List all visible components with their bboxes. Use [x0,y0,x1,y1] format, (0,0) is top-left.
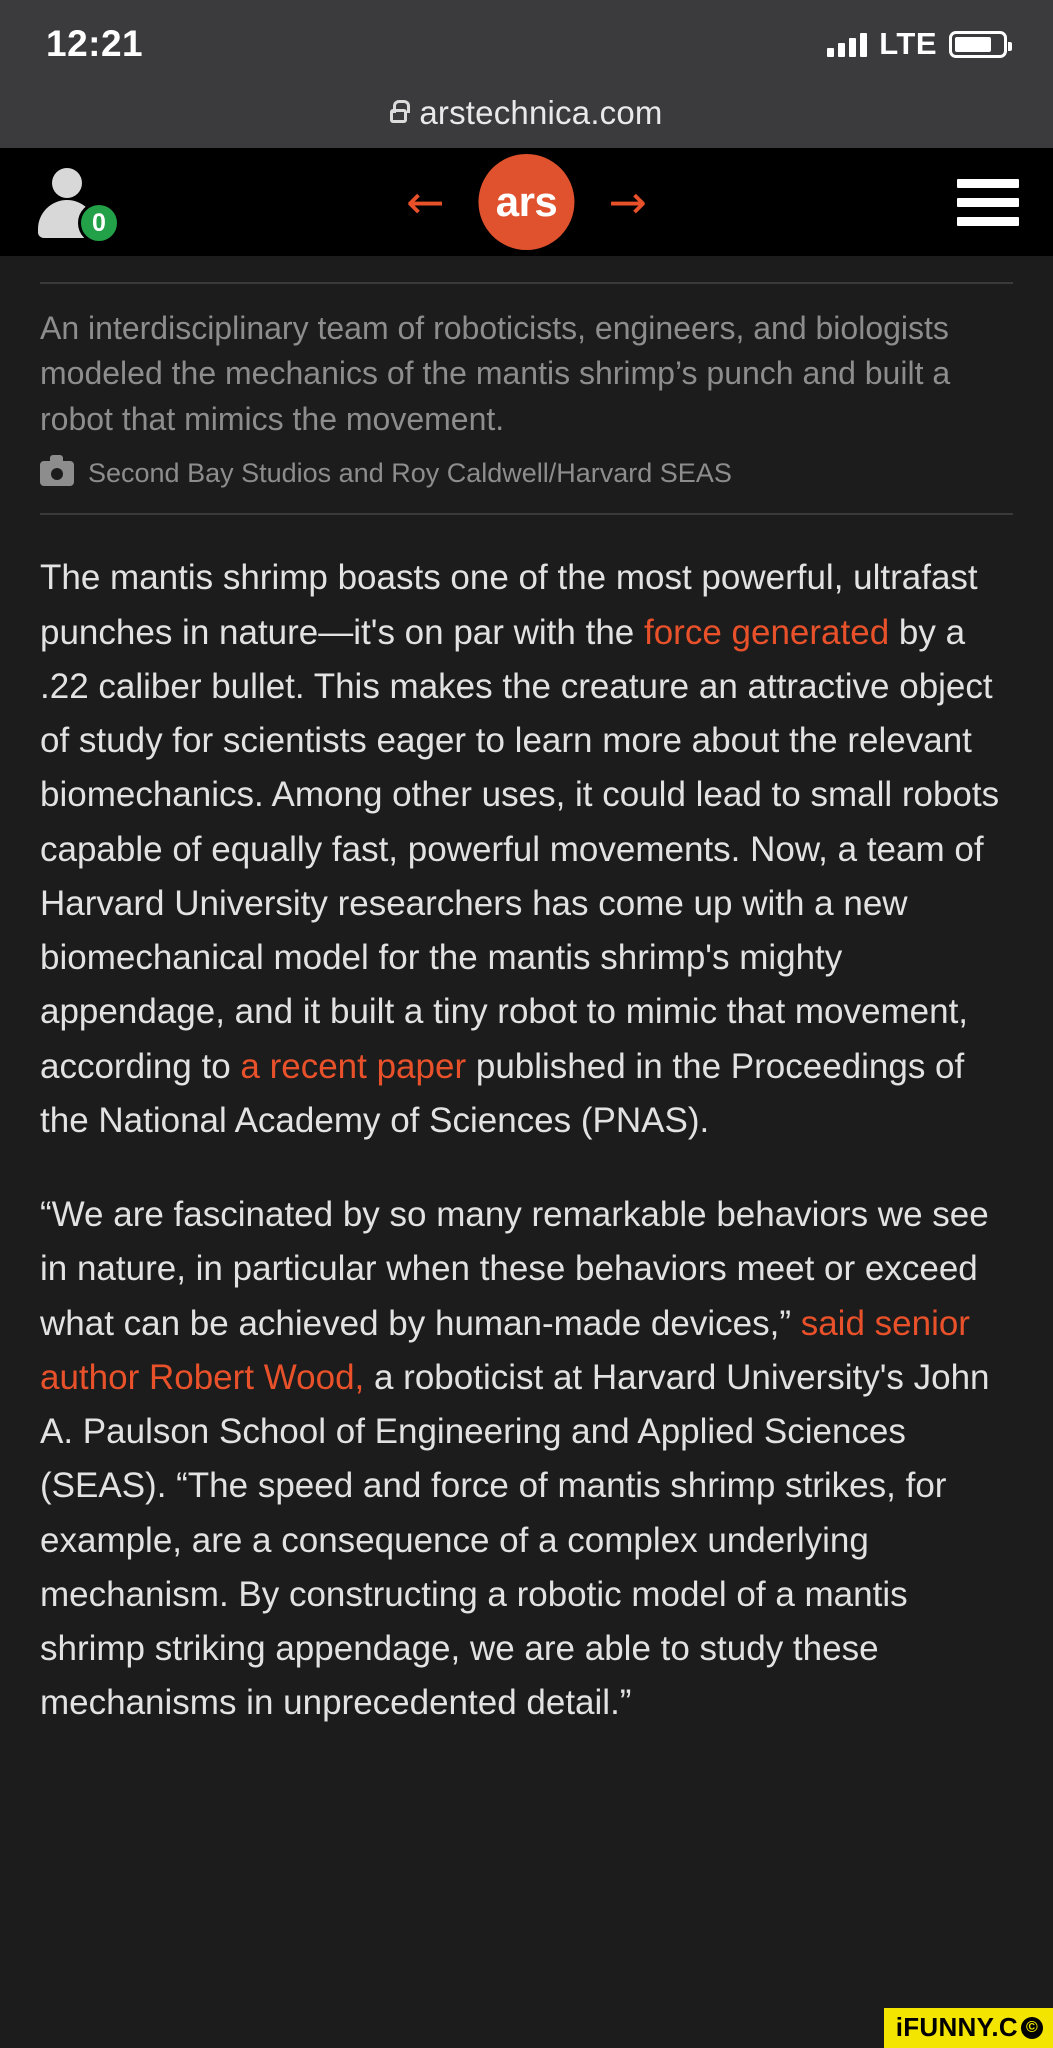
status-indicators [827,26,1007,62]
force-generated-link[interactable]: force generated [643,612,890,652]
status-time: 12:21 [46,23,144,64]
article-paragraph-2 [40,1188,1013,1731]
lock-icon [390,109,407,123]
next-article-arrow-icon[interactable]: → [608,175,648,229]
user-avatar-button[interactable] [34,166,116,238]
image-credit-row [40,458,1013,489]
recent-paper-link[interactable]: a recent paper [240,1046,467,1086]
watermark-text: iFUNNY.C [895,2012,1018,2042]
caption-top-rule [40,282,1013,284]
notification-badge[interactable]: 0 [78,202,120,244]
camera-icon [40,461,74,486]
ifunny-watermark [884,2008,1053,2048]
article-body [0,256,1053,1731]
header-center-nav [406,154,647,250]
site-header [0,148,1053,256]
paragraph-2-text-part-2: a roboticist at Harvard University's John A. Paulson School of Engineering and Applied Sciences (SEAS). “The speed and force of mantis shrimp strikes, for example, are a consequence of a complex underlying mechanism. By constructing a robotic model of a mantis shrimp striking appendage, we are able to study these mechanisms in unprecedented detail.” [40,1357,990,1723]
browser-url-bar[interactable] [0,78,1053,148]
section-divider [40,513,1013,515]
previous-article-arrow-icon[interactable]: ← [405,175,445,229]
ars-technica-logo[interactable]: ars [479,154,575,250]
image-caption-block [40,256,1013,489]
paragraph-2-text-part-1: “We are fascinated by so many remarkable behaviors we see in nature, in particular when these behaviors meet or exceed what can be achieved by human-made devices,” [40,1195,989,1343]
url-text[interactable]: arstechnica.com [419,94,663,131]
paragraph-1-text-part-2: by a .22 caliber bullet. This makes the creature an attractive object of study for scientists eager to learn more about the relevant biomechanics. Among other uses, it could lead to small robots capable of equally fast, powerful movements. Now, a team of Harvard University researchers has come up with a new biomechanical model for the mantis shrimp's mighty appendage, and it built a tiny robot to mimic that movement, according to [40,612,1000,1086]
image-credit: Second Bay Studios and Roy Caldwell/Harvard SEAS [88,458,732,489]
ios-status-bar [0,0,1053,78]
robert-wood-quote-link[interactable]: said senior author Robert Wood, [40,1303,970,1397]
battery-icon [949,31,1007,58]
paragraph-1-text-part-1: The mantis shrimp boasts one of the most powerful, ultrafast punches in nature—it's on par with the [40,558,978,652]
hamburger-menu-icon[interactable] [957,179,1019,226]
watermark-copyright-glyph: © [1021,2017,1043,2039]
paragraph-1-text-part-3: published in the Proceedings of the National Academy of Sciences (PNAS). [40,1046,965,1140]
cellular-signal-icon [827,31,867,57]
image-caption: An interdisciplinary team of roboticists, engineers, and biologists modeled the mechanics of the mantis shrimp’s punch and built a robot that mimics the movement. [40,310,951,437]
article-paragraph-1 [40,551,1013,1148]
carrier-tech-label: LTE [879,26,937,61]
